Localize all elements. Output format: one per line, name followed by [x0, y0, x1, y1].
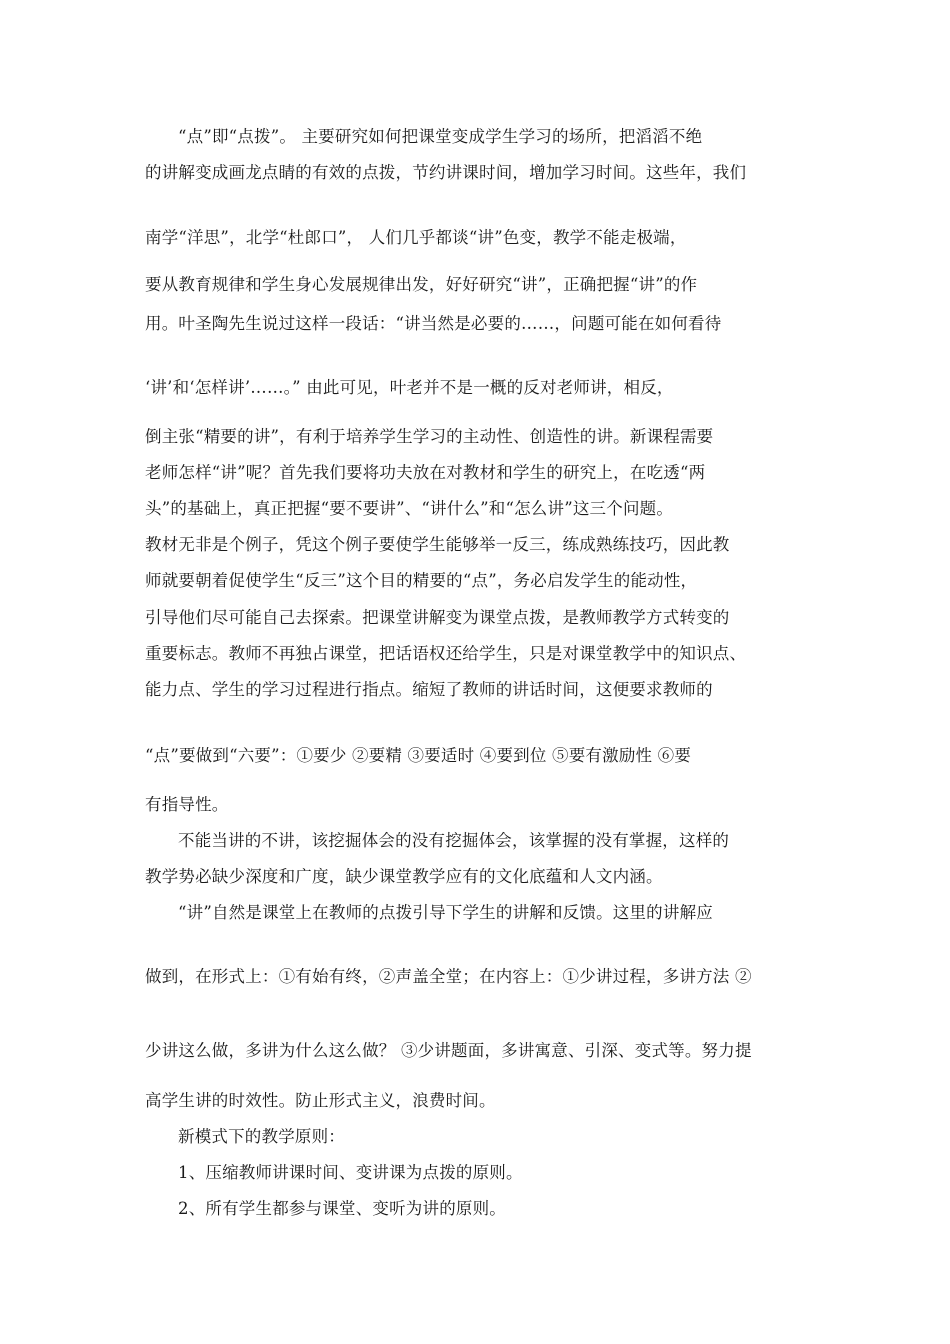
- paragraph-line: 不能当讲的不讲，该挖掘体会的没有挖掘体会，该掌握的没有掌握，这样的: [178, 831, 730, 850]
- paragraph-line: ‘讲’和‘怎样讲’……。” 由此可见，叶老并不是一概的反对老师讲，相反，: [145, 378, 674, 397]
- paragraph-line: 能力点、学生的学习过程进行指点。缩短了教师的讲话时间，这便要求教师的: [145, 680, 713, 699]
- paragraph-line: 教学势必缺少深度和广度，缺少课堂教学应有的文化底蕴和人文内涵。: [145, 867, 663, 886]
- paragraph-line: 引导他们尽可能自己去探索。把课堂讲解变为课堂点拨，是教师教学方式转变的: [145, 608, 730, 627]
- paragraph-line: “讲”自然是课堂上在教师的点拨引导下学生的讲解和反馈。这里的讲解应: [178, 903, 713, 922]
- paragraph-line: “点”即“点拨”。 主要研究如何把课堂变成学生学习的场所，把滔滔不绝: [178, 127, 703, 146]
- paragraph-line: 倒主张“精要的讲”，有利于培养学生学习的主动性、创造性的讲。新课程需要: [145, 427, 714, 446]
- paragraph-line: “点”要做到“六要”：①要少 ②要精 ③要适时 ④要到位 ⑤要有激励性 ⑥要: [145, 746, 692, 765]
- paragraph-line: 老师怎样“讲”呢？首先我们要将功夫放在对教材和学生的研究上，在吃透“两: [145, 463, 706, 482]
- paragraph-line: 有指导性。: [145, 795, 229, 814]
- paragraph-line: 南学“洋思”，北学“杜郎口”， 人们几乎都谈“讲”色变，教学不能走极端，: [145, 228, 687, 247]
- paragraph-line: 高学生讲的时效性。防止形式主义，浪费时间。: [145, 1091, 496, 1110]
- paragraph-line: 师就要朝着促使学生“反三”这个目的精要的“点”，务必启发学生的能动性，: [145, 571, 698, 590]
- paragraph-line: 少讲这么做，多讲为什么这么做？ ③少讲题面，多讲寓意、引深、变式等。努力提: [145, 1041, 752, 1060]
- paragraph-line: 头”的基础上，真正把握“要不要讲”、“讲什么”和“怎么讲”这三个问题。: [145, 499, 674, 518]
- paragraph-line: 的讲解变成画龙点睛的有效的点拨，节约讲课时间，增加学习时间。这些年，我们: [145, 163, 747, 182]
- list-item: 1、压缩教师讲课时间、变讲课为点拨的原则。: [178, 1163, 523, 1182]
- paragraph-line: 用。叶圣陶先生说过这样一段话：“讲当然是必要的……，问题可能在如何看待: [145, 314, 722, 333]
- paragraph-line: 做到，在形式上：①有始有终，②声盖全堂；在内容上：①少讲过程，多讲方法 ②: [145, 967, 752, 986]
- paragraph-line: 重要标志。教师不再独占课堂，把话语权还给学生，只是对课堂教学中的知识点、: [145, 644, 747, 663]
- section-heading: 新模式下的教学原则：: [178, 1127, 345, 1146]
- list-item: 2、所有学生都参与课堂、变听为讲的原则。: [178, 1199, 506, 1218]
- paragraph-line: 教材无非是个例子，凭这个例子要使学生能够举一反三，练成熟练技巧，因此教: [145, 535, 730, 554]
- paragraph-line: 要从教育规律和学生身心发展规律出发，好好研究“讲”，正确把握“讲”的作: [145, 275, 698, 294]
